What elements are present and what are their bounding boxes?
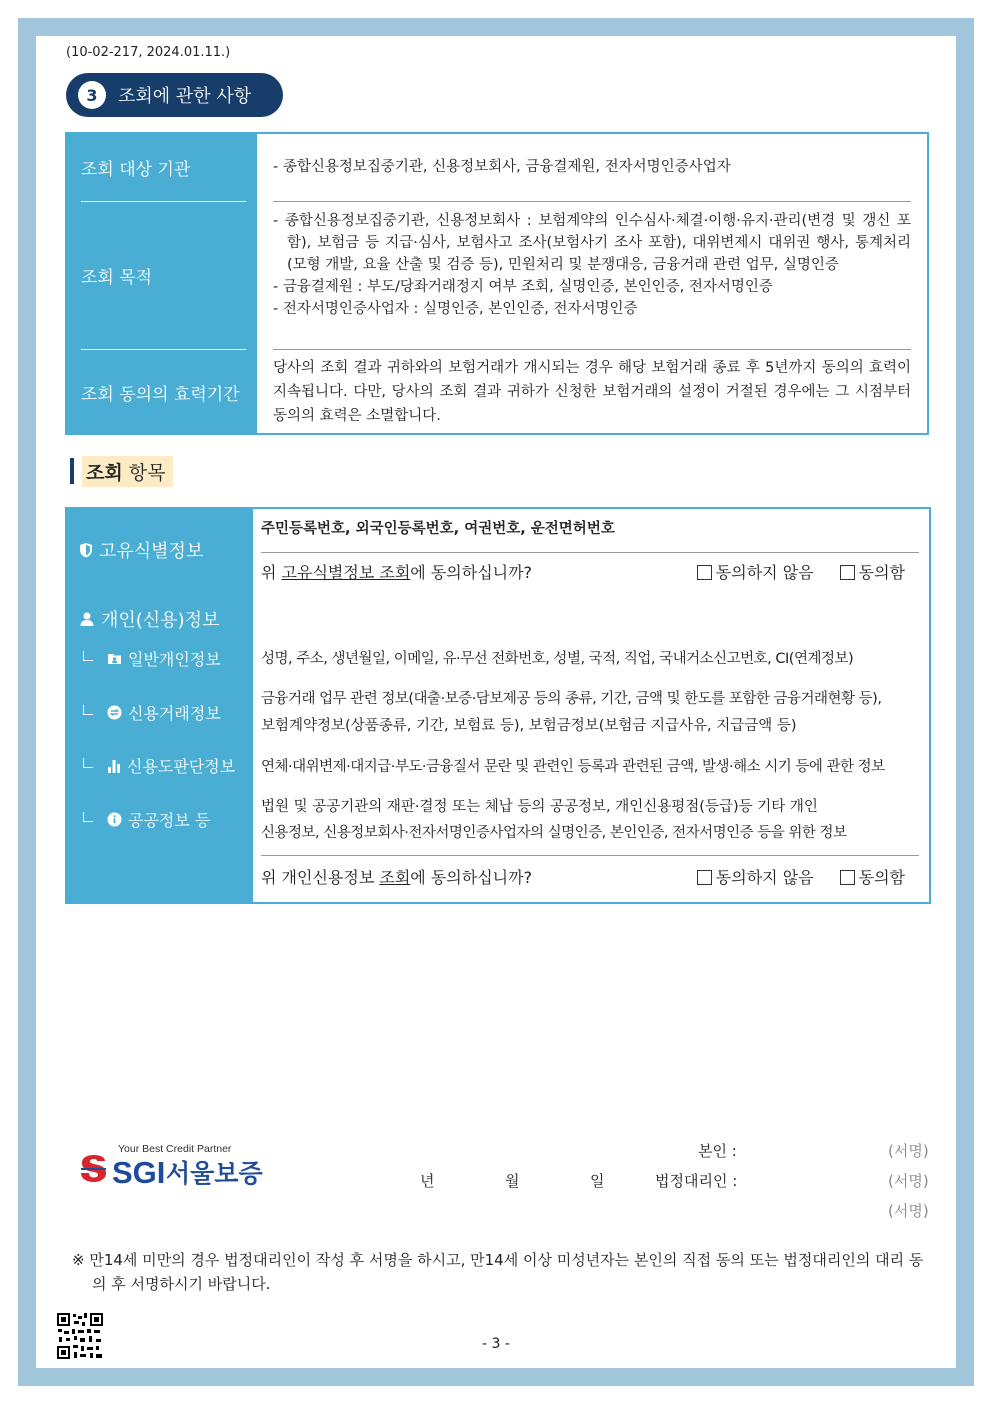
section-number: 3 (78, 81, 106, 109)
sign-mark: (서명) (888, 1142, 929, 1160)
logo-name-korean: 서울보증 (166, 1159, 263, 1188)
public-line1: 법원 및 공공기관의 재판·결정 또는 체납 등의 공공정보, 개인신용평점(등급)등 기타 개인 (261, 799, 818, 815)
unique-id-label: 고유식별정보 (99, 541, 204, 562)
unique-agree-checkbox[interactable] (840, 559, 905, 586)
sgi-logo (78, 1141, 268, 1191)
unique-disagree-checkbox[interactable] (697, 559, 814, 586)
unique-consent-row (261, 559, 919, 586)
info-icon (107, 812, 122, 827)
checkbox-box[interactable] (840, 870, 855, 885)
minor-note: ※ 만14세 미만의 경우 법정대리인이 작성 후 서명을 하시고, 만14세 이상 미성년자는 본인의 직접 동의 또는 법정대리인의 대리 동의 후 서명하시기 바랍니다. (72, 1251, 924, 1293)
unique-question-pre: 위 (261, 563, 282, 582)
unique-question-underlined: 고유식별정보 조회 (281, 563, 411, 582)
section-title (66, 73, 283, 117)
credit-judge-label: 신용도판단정보 (127, 757, 236, 776)
agree-label: 동의함 (858, 563, 905, 582)
checkbox-box[interactable] (840, 565, 855, 580)
period-label: 조회 동의의 효력기간 (81, 385, 240, 405)
tree-branch-icon (83, 758, 93, 768)
disagree-label: 동의하지 않음 (715, 868, 814, 887)
row-divider (273, 201, 911, 202)
section-title-text: 조회에 관한 사항 (118, 86, 252, 107)
month-label: 월 (505, 1172, 520, 1190)
id-card-icon (107, 652, 122, 665)
person-icon (79, 611, 95, 627)
year-label: 년 (420, 1172, 435, 1190)
credit-tx-line2: 보험계약정보(상품종류, 기간, 보험료 등), 보험금정보(보험금 지급사유, 지급금액 등) (261, 718, 797, 734)
public-line2: 신용정보, 신용정보회사·전자서명인증사업자의 실명인증, 본인인증, 전자서명인증 등을 위한 정보 (261, 825, 847, 841)
target-label: 조회 대상 기관 (81, 159, 191, 180)
unique-id-items: 주민등록번호, 외국인등록번호, 여권번호, 운전면허번호 (261, 521, 615, 537)
credit-tx-line1: 금융거래 업무 관련 정보(대출·보증·담보제공 등의 종류, 기간, 금액 및 한도를 포함한 금융거래현황 등), (261, 691, 882, 707)
disagree-label: 동의하지 않음 (715, 563, 814, 582)
items-heading-rest: 항목 (122, 461, 166, 484)
credit-judge-text: 연체·대위변제·대지급·부도·금융질서 문란 및 관련인 등록과 관련된 금액, 발생·해소 시기 등에 관한 정보 (261, 759, 885, 775)
public-label: 공공정보 등 (128, 811, 211, 830)
purpose-item: - 종합신용정보집중기관, 신용정보회사 : 보험계약의 인수심사·체결·이행·유지·관리(변경 및 갱신 포함), 보험금 등 지급·심사, 보험사고 조사(보험사기 조사 포함), 대위변제시 대위권 행사, 통계처리(모형 개발, 요율 산출 및 검증 등), 민원처리 및 분쟁대응, 금융거래 관련 업무, 실명인증 (273, 213, 911, 273)
purpose-item: - 금융결제원 : 부도/당좌거래정지 여부 조회, 실명인증, 본인인증, 전자서명인증 (273, 279, 773, 295)
tree-branch-icon (83, 705, 93, 715)
checkbox-box[interactable] (697, 565, 712, 580)
personal-question-underlined: 조회 (379, 868, 411, 887)
purpose-label: 조회 목적 (81, 268, 153, 288)
logo-name-latin: SGI (112, 1155, 166, 1190)
unique-question-post: 에 동의하십니까? (410, 563, 533, 582)
self-label: 본인 : (698, 1142, 737, 1160)
items-heading (70, 455, 173, 487)
unique-id-label-row (79, 537, 203, 563)
purpose-item: - 전자서명인증사업자 : 실명인증, 본인인증, 전자서명인증 (273, 301, 638, 317)
public-label-row (79, 808, 210, 831)
items-heading-bold: 조회 (86, 461, 123, 484)
personal-question-pre: 위 개인신용정보 (261, 868, 380, 887)
credit-tx-label: 신용거래정보 (128, 704, 221, 723)
general-label: 일반개인정보 (128, 650, 221, 669)
page-number: - 3 - (482, 1336, 510, 1352)
bar-chart-icon (107, 759, 121, 773)
agree-label: 동의함 (858, 868, 905, 887)
personal-disagree-checkbox[interactable] (697, 864, 814, 891)
tree-branch-icon (83, 651, 93, 661)
sign-mark: (서명) (888, 1202, 929, 1220)
logo-tagline: Your Best Credit Partner (118, 1143, 232, 1155)
heading-bar (70, 458, 74, 484)
personal-label: 개인(신용)정보 (101, 610, 220, 631)
row-divider (261, 552, 919, 553)
document-number: (10-02-217, 2024.01.11.) (66, 45, 231, 60)
items-table (65, 507, 931, 904)
day-label: 일 (590, 1172, 605, 1190)
row-divider (273, 349, 911, 350)
credit-tx-label-row (79, 701, 221, 724)
tree-branch-icon (83, 812, 93, 822)
period-text: 당사의 조회 결과 귀하와의 보험거래가 개시되는 경우 해당 보험거래 종료 후 5년까지 동의의 효력이 지속됩니다. 다만, 당사의 조회 결과 귀하가 신청한 보험거래의 설정이 거절된 경우에는 그 시점부터 동의의 효력은 소멸합니다. (273, 360, 911, 424)
shield-icon (79, 542, 93, 558)
personal-consent-row (261, 864, 919, 891)
checkbox-box[interactable] (697, 870, 712, 885)
target-text: - 종합신용정보집중기관, 신용정보회사, 금융결제원, 전자서명인증사업자 (273, 159, 731, 175)
credit-judge-label-row (79, 754, 235, 777)
personal-agree-checkbox[interactable] (840, 864, 905, 891)
general-text: 성명, 주소, 생년월일, 이메일, 유·무선 전화번호, 성별, 국적, 직업, 국내거소신고번호, CI(연계정보) (261, 651, 854, 667)
agent-label: 법정대리인 : (655, 1172, 738, 1190)
personal-label-row (79, 606, 219, 632)
purpose-list (273, 210, 911, 320)
inquiry-table (65, 132, 929, 435)
sign-mark: (서명) (888, 1172, 929, 1190)
general-label-row (79, 647, 221, 670)
personal-question-post: 에 동의하십니까? (410, 868, 533, 887)
row-divider (261, 855, 919, 856)
exchange-icon (107, 705, 122, 720)
